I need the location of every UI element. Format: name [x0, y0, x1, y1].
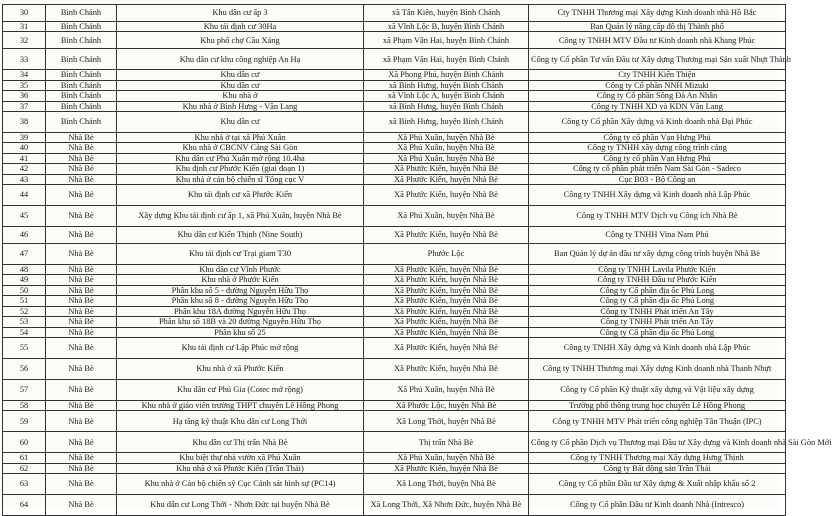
table-row [3, 306, 786, 316]
project-name-cell: Khu dân cư Vĩnh Phước [117, 265, 364, 275]
location-cell: Xã Phước Kiển, huyện Nhà Bè [364, 463, 529, 473]
investor-cell: Công ty TNHH Vina Nam Phú [529, 227, 786, 244]
location-cell: Xã Phước Kiển, huyện Nhà Bè [364, 317, 529, 327]
district-cell: Nhà Bè [46, 227, 117, 244]
project-name-cell: Khu tái định cư xã Phước Kiển [117, 185, 364, 206]
location-cell: Xã Phước Kiển, huyện Nhà Bè [364, 164, 529, 174]
row-number-cell: 39 [3, 133, 46, 143]
district-cell: Nhà Bè [46, 337, 117, 358]
table-row [3, 164, 786, 174]
row-number-cell: 31 [3, 22, 46, 32]
location-cell: Xã Long Thới, huyện Nhà Bè [364, 474, 529, 495]
project-name-cell: Khu nhà ở giáo viên trường THPT chuyên Lê Hồng Phong [117, 400, 364, 410]
project-name-cell: Khu định cư Phước Kiển (giai đoạn 1) [117, 164, 364, 174]
location-cell: Xã Phước Kiển, huyện Nhà Bè [364, 327, 529, 337]
row-number-cell: 50 [3, 285, 46, 295]
district-cell: Nhà Bè [46, 185, 117, 206]
table-row [3, 411, 786, 432]
investor-cell: Công ty TNHH xây dựng công trình cảng [529, 143, 786, 153]
location-cell: Xã Phước Kiển, huyện Nhà Bè [364, 296, 529, 306]
investor-cell: Trường phổ thông trung học chuyên Lê Hồng Phong [529, 400, 786, 410]
table-row [3, 185, 786, 206]
location-cell: Xã Phú Xuân, huyện Nhà Bè [364, 206, 529, 227]
location-cell: Xã Long Thới, Xã Nhơn Đức, huyện Nhà Bè [364, 495, 529, 516]
district-cell: Nhà Bè [46, 463, 117, 473]
table-row [3, 495, 786, 516]
location-cell: Thị trấn Nhà Bè [364, 432, 529, 453]
location-cell: xã Bình Hưng, huyện Bình Chánh [364, 80, 529, 90]
row-number-cell: 49 [3, 275, 46, 285]
district-cell: Nhà Bè [46, 495, 117, 516]
table-row [3, 400, 786, 410]
table-row [3, 265, 786, 275]
row-number-cell: 57 [3, 379, 46, 400]
investor-cell: Công ty TNHH MTV Đầu tư Kinh doanh nhà Khang Phúc [529, 32, 786, 49]
row-number-cell: 56 [3, 358, 46, 379]
table-row [3, 379, 786, 400]
investor-cell: Công ty Cổ phần Đầu tư Kinh doanh Nhà (Intresco) [529, 495, 786, 516]
table-row [3, 337, 786, 358]
table-row [3, 101, 786, 111]
project-name-cell: Khu nhà ở Bình Hưng - Văn Lang [117, 101, 364, 111]
project-name-cell: Khu nhà ở Phước Kiển [117, 275, 364, 285]
project-name-cell: Khu nhà ở CBCNV Cảng Sài Gòn [117, 143, 364, 153]
project-table [2, 4, 832, 516]
district-cell: Nhà Bè [46, 474, 117, 495]
project-name-cell: Khu dân cư [117, 70, 364, 80]
project-name-cell: Khu dân cư [117, 80, 364, 90]
project-name-cell: Phân khu số 5 - đường Nguyễn Hữu Thọ [117, 285, 364, 295]
investor-cell: Công ty TNHH MTV Phát triển công nghiệp Tân Thuận (IPC) [529, 411, 786, 432]
project-name-cell: Khu tái định cư 30Ha [117, 22, 364, 32]
district-cell: Nhà Bè [46, 411, 117, 432]
project-name-cell: Xây dựng Khu tái định cư ấp 1, xã Phú Xuân, huyện Nhà Bè [117, 206, 364, 227]
district-cell: Nhà Bè [46, 358, 117, 379]
project-name-cell: Khu nhà ở tại xã Phú Xuân [117, 133, 364, 143]
district-cell: Bình Chánh [46, 22, 117, 32]
row-number-cell: 60 [3, 432, 46, 453]
row-number-cell: 47 [3, 244, 46, 265]
investor-cell: Công ty TNHH Thương mại Xây dựng Hưng Thịnh [529, 453, 786, 463]
investor-cell: Công ty Cổ phần Dịch vụ Thương mại Đầu tư Xây dựng và Kinh doanh nhà Sài Gòn Mới [529, 432, 786, 453]
table-row [3, 49, 786, 70]
project-name-cell: Khu tái định cư Trại giam T30 [117, 244, 364, 265]
row-number-cell: 42 [3, 164, 46, 174]
row-number-cell: 36 [3, 91, 46, 101]
row-number-cell: 38 [3, 112, 46, 133]
location-cell: Xã Phước Kiển, huyện Nhà Bè [364, 265, 529, 275]
location-cell: Xã Phước Kiển, huyện Nhà Bè [364, 337, 529, 358]
project-name-cell: Khu dân cư Kiến Thịnh (Nine South) [117, 227, 364, 244]
table-row [3, 5, 786, 22]
location-cell: xã Vĩnh Lộc B, huyện Bình Chánh [364, 22, 529, 32]
project-name-cell: Khu dân cư khu công nghiệp An Hạ [117, 49, 364, 70]
investor-cell: Công ty TNHH Phát triển An Tây [529, 317, 786, 327]
investor-cell: Công ty TNHH Thương mại Xây dựng Kinh doanh nhà Thanh Nhựt [529, 358, 786, 379]
table-row [3, 432, 786, 453]
row-number-cell: 52 [3, 306, 46, 316]
table-row [3, 22, 786, 32]
project-name-cell: Khu nhà ở cán bộ chiến sĩ Tổng cục V [117, 174, 364, 184]
row-number-cell: 40 [3, 143, 46, 153]
investor-cell: Công ty Cổ phần Xây dựng và Kinh doanh nhà Đại Phúc [529, 112, 786, 133]
investor-cell: Công ty TNHH Xây dựng và Kinh doanh nhà Lập Phúc [529, 185, 786, 206]
investor-cell: Công ty Cổ phần Kỹ thuật xây dựng và Vật liệu xây dựng [529, 379, 786, 400]
investor-cell: Công ty Cổ phần NNH Mizuki [529, 80, 786, 90]
table-row [3, 227, 786, 244]
district-cell: Nhà Bè [46, 206, 117, 227]
investor-cell: Công ty TNHH XD và KDN Văn Lang [529, 101, 786, 111]
row-number-cell: 54 [3, 327, 46, 337]
project-name-cell: Khu dân cư Thị trấn Nhà Bè [117, 432, 364, 453]
district-cell: Nhà Bè [46, 400, 117, 410]
location-cell: xã Phạm Văn Hai, huyện Bình Chánh [364, 49, 529, 70]
district-cell: Bình Chánh [46, 80, 117, 90]
location-cell: Xã Phú Xuân, huyện Nhà Bè [364, 153, 529, 163]
table-row [3, 285, 786, 295]
row-number-cell: 32 [3, 32, 46, 49]
district-cell: Nhà Bè [46, 317, 117, 327]
row-number-cell: 33 [3, 49, 46, 70]
district-cell: Nhà Bè [46, 153, 117, 163]
location-cell: Xã Phước Lộc, huyện Nhà Bè [364, 400, 529, 410]
row-number-cell: 61 [3, 453, 46, 463]
location-cell: Xã Phú Xuân, huyện Nhà Bè [364, 133, 529, 143]
row-number-cell: 41 [3, 153, 46, 163]
location-cell: Xã Phước Kiển, huyện Nhà Bè [364, 358, 529, 379]
investor-cell: Ban Quản lý dự án đầu tư xây dựng công trình huyện Nhà Bè [529, 244, 786, 265]
table-row [3, 358, 786, 379]
investor-cell: Cty TNHH Thương mại Xây dựng Kinh doanh nhà Hồ Bắc [529, 5, 786, 22]
district-cell: Nhà Bè [46, 432, 117, 453]
investor-cell: Công ty Cổ phần địa ốc Phú Long [529, 327, 786, 337]
location-cell: Xã Phú Xuân, huyện Nhà Bè [364, 379, 529, 400]
investor-cell: Công ty Cổ phần địa ốc Phú Long [529, 296, 786, 306]
district-cell: Bình Chánh [46, 112, 117, 133]
investor-cell: Công ty Cổ phần Đầu tư Xây dựng & Xuất nhập khẩu số 2 [529, 474, 786, 495]
row-number-cell: 35 [3, 80, 46, 90]
district-cell: Nhà Bè [46, 265, 117, 275]
row-number-cell: 34 [3, 70, 46, 80]
row-number-cell: 55 [3, 337, 46, 358]
investor-cell: Công ty TNHH Phát triển An Tây [529, 306, 786, 316]
district-cell: Nhà Bè [46, 275, 117, 285]
investor-cell: Cục B03 - Bộ Công an [529, 174, 786, 184]
location-cell: Xã Phước Kiển, huyện Nhà Bè [364, 185, 529, 206]
investor-cell: Công ty TNHH Lavila Phước Kiển [529, 265, 786, 275]
location-cell: Xã Phú Xuân, huyện Nhà Bè [364, 453, 529, 463]
table-row [3, 133, 786, 143]
district-cell: Nhà Bè [46, 133, 117, 143]
investor-cell: Công ty Bất động sản Trần Thái [529, 463, 786, 473]
project-name-cell: Khu dân cư Phú Gia (Cotec mở rộng) [117, 379, 364, 400]
project-name-cell: Khu tái định cư Lập Phúc mở rộng [117, 337, 364, 358]
table-row [3, 112, 786, 133]
row-number-cell: 62 [3, 463, 46, 473]
district-cell: Nhà Bè [46, 306, 117, 316]
project-name-cell: Phân khu số 18B và 20 đường Nguyễn Hữu Thọ [117, 317, 364, 327]
table-row [3, 206, 786, 227]
row-number-cell: 64 [3, 495, 46, 516]
district-cell: Bình Chánh [46, 101, 117, 111]
table-row [3, 275, 786, 285]
district-cell: Nhà Bè [46, 327, 117, 337]
district-cell: Bình Chánh [46, 49, 117, 70]
district-cell: Nhà Bè [46, 285, 117, 295]
investor-cell: Ban Quản lý nâng cấp đô thị Thành phố [529, 22, 786, 32]
row-number-cell: 44 [3, 185, 46, 206]
district-cell: Nhà Bè [46, 143, 117, 153]
table-row [3, 91, 786, 101]
table-row [3, 296, 786, 306]
project-name-cell: Khu dân cư ấp 3 [117, 5, 364, 22]
row-number-cell: 48 [3, 265, 46, 275]
row-number-cell: 37 [3, 101, 46, 111]
investor-cell: Công ty TNHH MTV Dịch vụ Công ích Nhà Bè [529, 206, 786, 227]
table-row [3, 143, 786, 153]
table-row [3, 80, 786, 90]
location-cell: Xã Long Thới, huyện Nhà Bè [364, 411, 529, 432]
district-cell: Bình Chánh [46, 91, 117, 101]
district-cell: Nhà Bè [46, 164, 117, 174]
location-cell: Xã Phong Phú, huyện Bình Chánh [364, 70, 529, 80]
table-row [3, 174, 786, 184]
location-cell: Phước Lộc [364, 244, 529, 265]
project-name-cell: Hạ tầng kỹ thuật Khu dân cư Long Thới [117, 411, 364, 432]
location-cell: xã Bình Hưng, huyện Bình Chánh [364, 112, 529, 133]
row-number-cell: 58 [3, 400, 46, 410]
table-row [3, 453, 786, 463]
district-cell: Nhà Bè [46, 296, 117, 306]
location-cell: Xã Phước Kiển, huyện Nhà Bè [364, 285, 529, 295]
location-cell: Xã Phú Xuân, huyện Nhà Bè [364, 143, 529, 153]
table-row [3, 244, 786, 265]
investor-cell: Công ty Cổ phần địa ốc Phú Long [529, 285, 786, 295]
district-cell: Nhà Bè [46, 453, 117, 463]
project-name-cell: Khu dân cư Long Thới - Nhơn Đức tại huyện Nhà Bè [117, 495, 364, 516]
district-cell: Bình Chánh [46, 32, 117, 49]
location-cell: xã Phạm Văn Hai, huyện Bình Chánh [364, 32, 529, 49]
project-name-cell: Khu phố chợ Cầu Xáng [117, 32, 364, 49]
project-name-cell: Khu dân cư Phú Xuân mở rộng 10.4ha [117, 153, 364, 163]
row-number-cell: 63 [3, 474, 46, 495]
row-number-cell: 51 [3, 296, 46, 306]
table-row [3, 32, 786, 49]
district-cell: Bình Chánh [46, 5, 117, 22]
investor-cell: Công ty Cổ phần Tư vấn Đầu tư Xây dựng Thương mại Sản xuất Nhựt Thành [529, 49, 786, 70]
table-row [3, 153, 786, 163]
project-name-cell: Phân khu số 25 [117, 327, 364, 337]
project-table-body [3, 5, 832, 516]
location-cell: Xã Phước Kiển, huyện Nhà Bè [364, 174, 529, 184]
investor-cell: Công ty cổ phần phát triển Nam Sài Gòn - Sadeco [529, 164, 786, 174]
district-cell: Bình Chánh [46, 70, 117, 80]
row-number-cell: 46 [3, 227, 46, 244]
project-name-cell: Khu nhà ở xã Phước Kiển (Trần Thái) [117, 463, 364, 473]
table-row [3, 463, 786, 473]
row-number-cell: 45 [3, 206, 46, 227]
table-row [3, 474, 786, 495]
project-name-cell: Khu biệt thự nhà vườn xã Phú Xuân [117, 453, 364, 463]
location-cell: xã Bình Hưng, huyện Bình Chánh [364, 101, 529, 111]
investor-cell: Công ty Cổ phần Sông Đà An Nhân [529, 91, 786, 101]
project-name-cell: Khu nhà ở Cán bộ chiến sỹ Cục Cảnh sát hình sự (PC14) [117, 474, 364, 495]
row-number-cell: 53 [3, 317, 46, 327]
row-number-cell: 43 [3, 174, 46, 184]
project-name-cell: Khu nhà ở [117, 91, 364, 101]
row-number-cell: 30 [3, 5, 46, 22]
location-cell: xã Vĩnh Lộc A, huyện Bình Chánh [364, 91, 529, 101]
location-cell: Xã Phước Kiển, huyện Nhà Bè [364, 275, 529, 285]
district-cell: Nhà Bè [46, 174, 117, 184]
project-name-cell: Khu nhà ở xã Phước Kiển [117, 358, 364, 379]
row-number-cell: 59 [3, 411, 46, 432]
location-cell: Xã Phước Kiển, huyện Nhà Bè [364, 306, 529, 316]
district-cell: Nhà Bè [46, 379, 117, 400]
investor-cell: Công ty cổ phần Vạn Hưng Phú [529, 133, 786, 143]
table-row [3, 317, 786, 327]
project-name-cell: Khu dân cư [117, 112, 364, 133]
investor-cell: Công ty cổ phần Vạn Hưng Phú [529, 153, 786, 163]
location-cell: Xã Phước Kiển, huyện Nhà Bè [364, 227, 529, 244]
project-name-cell: Phân khu số 8 - đường Nguyễn Hữu Thọ [117, 296, 364, 306]
location-cell: xã Tân Kiên, huyện Bình Chánh [364, 5, 529, 22]
project-name-cell: Phân khu 18A đường Nguyễn Hữu Thọ [117, 306, 364, 316]
district-cell: Nhà Bè [46, 244, 117, 265]
investor-cell: Cty TNHH Kiến Thiện [529, 70, 786, 80]
investor-cell: Công ty TNHH Đầu tư Phước Kiển [529, 275, 786, 285]
investor-cell: Công ty TNHH Xây dựng và Kinh doanh nhà Lập Phúc [529, 337, 786, 358]
table-row [3, 70, 786, 80]
table-row [3, 327, 786, 337]
